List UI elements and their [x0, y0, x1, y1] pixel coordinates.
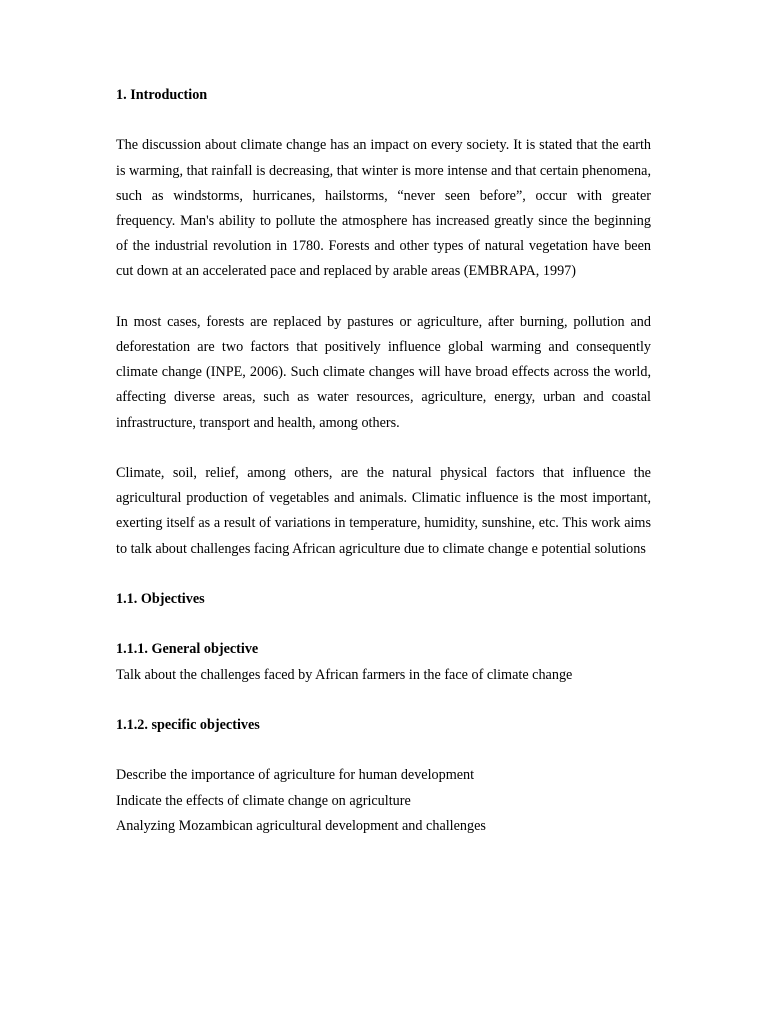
objectives-heading: 1.1. Objectives [116, 591, 205, 607]
general-objective-heading: 1.1.1. General objective [116, 641, 259, 658]
specific-objective-item: Describe the importance of agriculture for human development [116, 767, 475, 784]
intro-paragraph-3: Climate, soil, relief, among others, are the natural physical factors that influence the agricultural production of vegetables and animals. Climatic influence is the most important, exerting itself as a result of variations in temperature, humidity, sunshine, etc. This work aims to talk about challenges facing African agriculture due to climate change e potential solutions [116, 465, 651, 557]
introduction-heading: 1. Introduction [116, 87, 208, 103]
specific-objectives-heading: 1.1.2. specific objectives [116, 716, 260, 733]
specific-objective-item: Analyzing Mozambican agricultural development and challenges [116, 817, 486, 834]
specific-objective-item: Indicate the effects of climate change on agriculture [116, 792, 411, 809]
intro-paragraph-1: The discussion about climate change has an impact on every society. It is stated that the earth is warming, that rainfall is decreasing, that winter is more intense and that certain phenomena, such as windstorms, hurricanes, hailstorms, “never seen before”, occur with greater frequency. Man's ability to pollute the atmosphere has increased greatly since the beginning of the industrial revolution in 1780. Forests and other types of natural vegetation have been cut down at an accelerated pace and replaced by arable areas (EMBRAPA, 1997) [116, 137, 651, 280]
general-objective-text: Talk about the challenges faced by African farmers in the face of climate change [116, 666, 573, 683]
intro-paragraph-2: In most cases, forests are replaced by pastures or agriculture, after burning, pollution and deforestation are two factors that positively influence global warming and consequently climate change (INPE, 2006). Such climate changes will have broad effects across the world, affecting diverse areas, such as water resources, agriculture, energy, urban and coastal infrastructure, transport and health, among others. [116, 313, 651, 431]
document-page [116, 83, 651, 839]
